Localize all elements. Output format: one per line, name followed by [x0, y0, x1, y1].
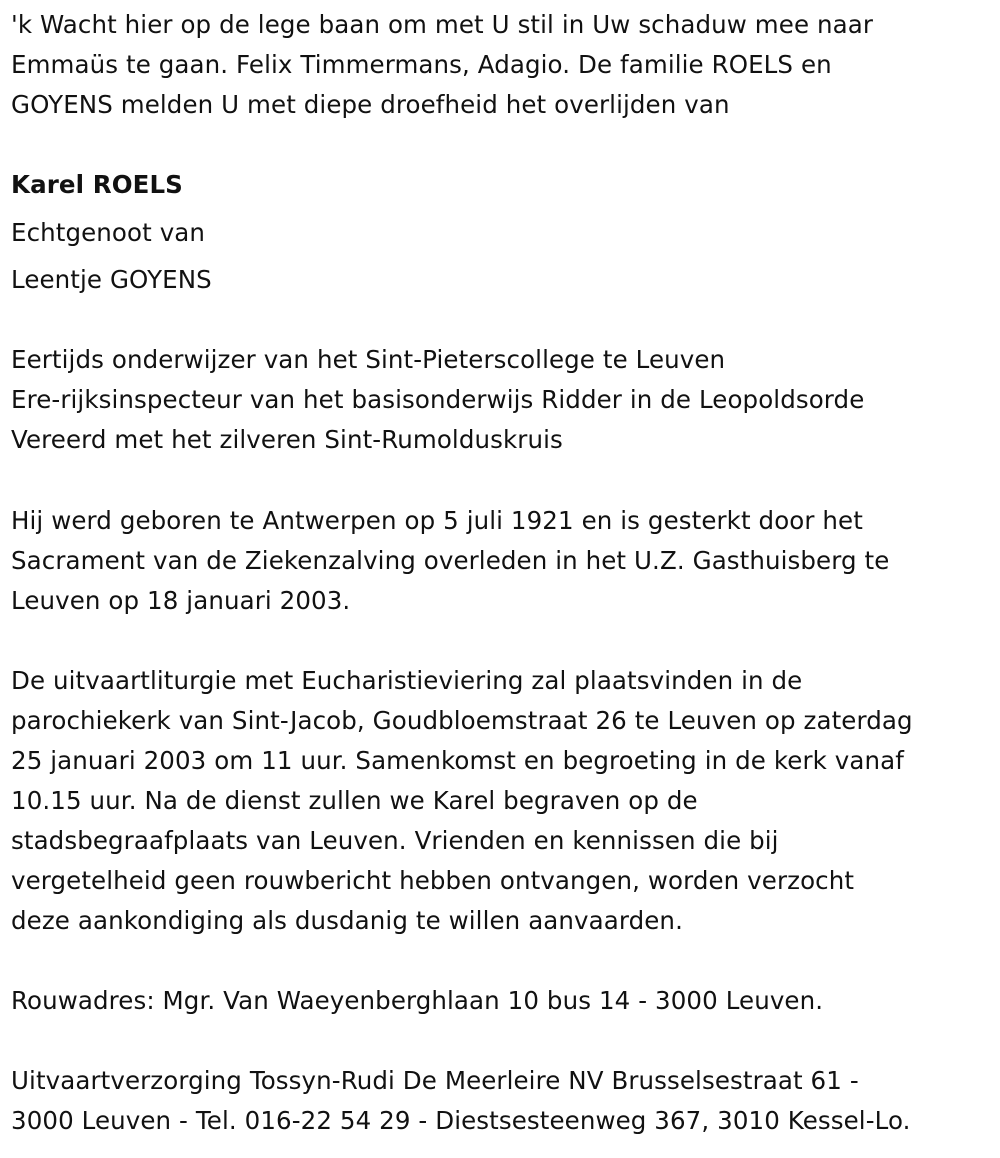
funeral-line-1: De uitvaartliturgie met Eucharistieviering zal plaatsvinden in de: [11, 666, 803, 695]
undertaker-line-2: 3000 Leuven - Tel. 016-22 54 29 - Diestsesteenweg 367, 3010 Kessel-Lo.: [11, 1106, 911, 1135]
intro-line-1: 'k Wacht hier op de lege baan om met U stil in Uw schaduw mee naar: [11, 10, 874, 39]
intro-line-3: GOYENS melden U met diepe droefheid het overlijden van: [11, 90, 730, 119]
intro-line-2: Emmaüs te gaan. Felix Timmermans, Adagio. De familie ROELS en: [11, 50, 832, 79]
life-line-1: Hij werd geboren te Antwerpen op 5 juli 1921 en is gesterkt door het: [11, 506, 863, 535]
title-line-3: Vereerd met het zilveren Sint-Rumolduskruis: [11, 425, 563, 454]
mourning-address: Rouwadres: Mgr. Van Waeyenberghlaan 10 bus 14 - 3000 Leuven.: [11, 986, 824, 1015]
title-line-1: Eertijds onderwijzer van het Sint-Pieterscollege te Leuven: [11, 345, 726, 374]
funeral-line-5: stadsbegraafplaats van Leuven. Vrienden en kennissen die bij: [11, 826, 779, 855]
funeral-line-6: vergetelheid geen rouwbericht hebben ontvangen, worden verzocht: [11, 866, 855, 895]
funeral-line-4: 10.15 uur. Na de dienst zullen we Karel begraven op de: [11, 786, 698, 815]
funeral-line-2: parochiekerk van Sint-Jacob, Goudbloemstraat 26 te Leuven op zaterdag: [11, 706, 913, 735]
deceased-name: Karel ROELS: [11, 170, 183, 199]
funeral-line-7: deze aankondiging als dusdanig te willen aanvaarden.: [11, 906, 683, 935]
relation-text: Echtgenoot van: [11, 218, 206, 247]
life-line-3: Leuven op 18 januari 2003.: [11, 586, 351, 615]
title-line-2: Ere-rijksinspecteur van het basisonderwijs Ridder in de Leopoldsorde: [11, 385, 865, 414]
life-line-2: Sacrament van de Ziekenzalving overleden in het U.Z. Gasthuisberg te: [11, 546, 890, 575]
spouse-name: Leentje GOYENS: [11, 265, 212, 294]
funeral-line-3: 25 januari 2003 om 11 uur. Samenkomst en begroeting in de kerk vanaf: [11, 746, 904, 775]
undertaker-line-1: Uitvaartverzorging Tossyn-Rudi De Meerleire NV Brusselsestraat 61 -: [11, 1066, 859, 1095]
